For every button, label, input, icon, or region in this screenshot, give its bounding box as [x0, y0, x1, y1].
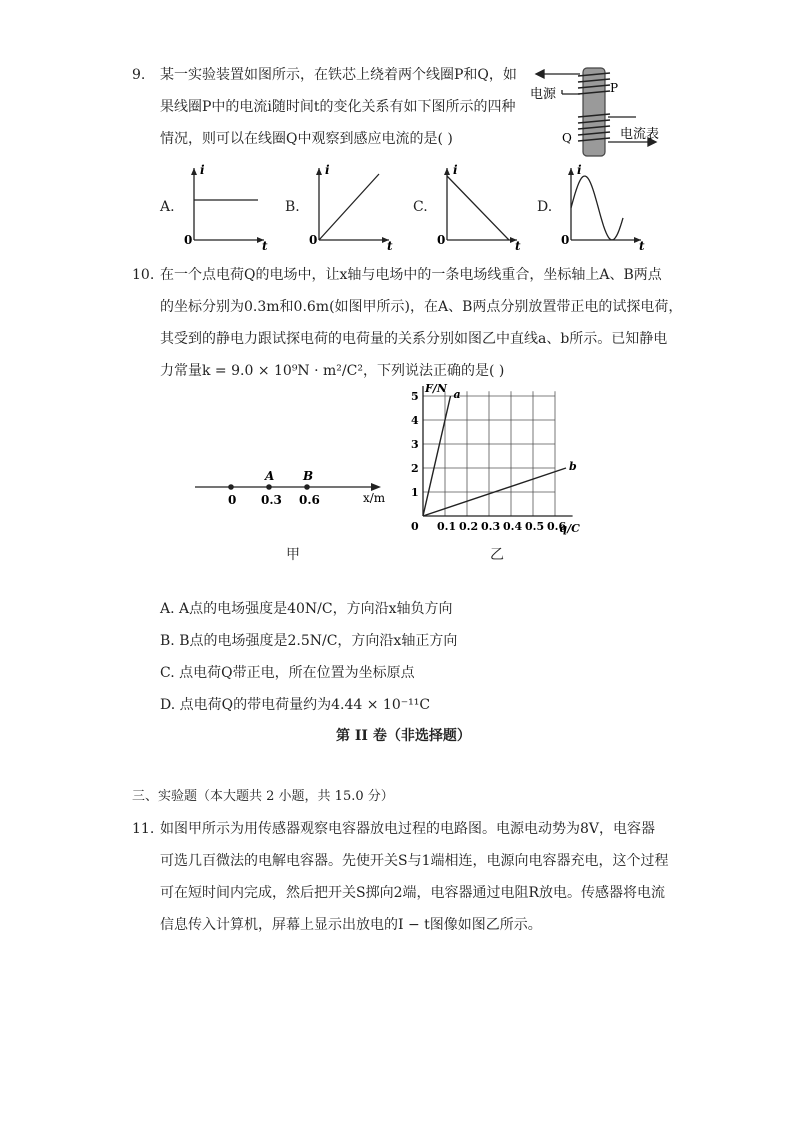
current-curve: [319, 174, 379, 240]
x-axis-label: x/m: [363, 491, 386, 505]
x-tick-label: 0.1: [437, 520, 457, 533]
q9-option-a-graph: [182, 160, 292, 250]
origin-label: 0: [309, 233, 318, 247]
section3-title: 三、实验题（本大题共 2 小题，共 15.0 分）: [132, 789, 394, 804]
q9-line-3: 情况，则可以在线圈Q中观察到感应电流的是( ): [160, 131, 453, 147]
q10-option-b: B. B点的电场强度是2.5N/C，方向沿x轴正方向: [160, 633, 458, 649]
figure-jia: [195, 460, 395, 510]
q11-line-4: 信息传入计算机，屏幕上显示出放电的I − t图像如图乙所示。: [160, 917, 542, 933]
y-axis-label: i: [200, 163, 205, 177]
y-axis-arrow: [316, 168, 322, 175]
q9-line-1: 某一实验装置如图所示，在铁芯上绕着两个线圈P和Q，如: [160, 67, 517, 83]
caption-yi: 乙: [490, 547, 504, 563]
part2-title: 第 II 卷（非选择题）: [336, 728, 471, 744]
current-curve: [447, 176, 509, 240]
q-label: Q: [562, 131, 572, 145]
q11-line-3: 可在短时间内完成，然后把开关S掷向2端，电容器通过电阻R放电。传感器将电流: [160, 885, 666, 901]
q11-line-2: 可选几百微法的电解电容器。先使开关S与1端相连，电源向电容器充电，这个过程: [160, 853, 669, 869]
q10-number: 10.: [132, 267, 155, 283]
point-label-B: B: [303, 469, 314, 483]
q9-option-d-graph: [559, 160, 669, 250]
y-axis-label: F/N: [425, 382, 447, 395]
q11-number: 11.: [132, 821, 155, 837]
q10-line-4: 力常量k = 9.0 × 10⁹N · m²/C²，下列说法正确的是( ): [160, 363, 505, 379]
x-tick-label: 0.2: [459, 520, 479, 533]
point-label-A: A: [265, 469, 275, 483]
current-curve: [571, 176, 623, 240]
y-axis-arrow: [444, 168, 450, 175]
y-tick-label: 2: [411, 462, 419, 475]
ammeter-label: 电流表: [620, 127, 660, 142]
q10-option-c: C. 点电荷Q带正电，所在位置为坐标原点: [160, 665, 415, 681]
q10-line-3: 其受到的静电力跟试探电荷的电荷量的关系分别如图乙中直线a、b所示。已知静电: [160, 331, 668, 347]
point-origin: [228, 484, 234, 490]
x-axis-arrow: [371, 483, 381, 491]
q9-option-a-letter: A.: [160, 199, 175, 215]
origin-label: 0: [184, 233, 193, 247]
point-B: [304, 484, 310, 490]
q10-line-2: 的坐标分别为0.3m和0.6m(如图甲所示)，在A、B两点分别放置带正电的试探电荷，: [160, 299, 683, 315]
q9-number: 9.: [132, 67, 146, 83]
y-axis-label: i: [577, 163, 582, 177]
y-axis-arrow: [568, 168, 574, 175]
point-A: [266, 484, 272, 490]
coil-figure: [528, 62, 668, 162]
q10-option-a: A. A点的电场强度是40N/C，方向沿x轴负方向: [160, 601, 453, 617]
x-axis-label: t: [639, 239, 645, 250]
y-tick-label: 1: [411, 486, 419, 499]
point-value: 0.3: [261, 493, 282, 507]
x-axis-label: t: [515, 239, 521, 250]
x-tick-label: 0.4: [503, 520, 523, 533]
figure-yi-chart: [405, 382, 605, 542]
y-axis-label: i: [325, 163, 330, 177]
point-value: 0.6: [299, 493, 320, 507]
x-axis-label: t: [262, 239, 268, 250]
x-axis-label: q/C: [559, 522, 580, 535]
p-label: P: [610, 81, 619, 95]
y-tick-label: 4: [411, 414, 419, 427]
q9-option-d-letter: D.: [537, 199, 553, 215]
origin-label: 0: [561, 233, 570, 247]
q11-line-1: 如图甲所示为用传感器观察电容器放电过程的电路图。电源电动势为8V，电容器: [160, 821, 656, 837]
q10-option-d: D. 点电荷Q的带电荷量约为4.44 × 10⁻¹¹C: [160, 697, 431, 713]
q9-option-b-letter: B.: [285, 199, 300, 215]
x-tick-label: 0.3: [481, 520, 501, 533]
q9-line-2: 果线圈P中的电流i随时间t的变化关系有如下图所示的四种: [160, 99, 516, 115]
x-tick-label: 0.5: [525, 520, 545, 533]
x-axis-label: t: [387, 239, 393, 250]
series-label-a: a: [453, 388, 461, 401]
caption-jia: 甲: [286, 547, 300, 563]
q9-option-c-graph: [435, 160, 545, 250]
y-tick-label: 5: [411, 390, 419, 403]
x-tick-label: 0.6: [547, 520, 567, 533]
power-label: 电源: [530, 87, 557, 102]
series-line-a: [423, 396, 451, 516]
y-axis-label: i: [453, 163, 458, 177]
y-axis-arrow: [191, 168, 197, 175]
origin-label: 0: [437, 233, 446, 247]
point-value: 0: [228, 493, 237, 507]
q10-line-1: 在一个点电荷Q的电场中，让x轴与电场中的一条电场线重合，坐标轴上A、B两点: [160, 267, 662, 283]
q9-option-c-letter: C.: [413, 199, 428, 215]
y-tick-label: 3: [411, 438, 419, 451]
origin-label: 0: [411, 520, 419, 533]
q9-option-b-graph: [307, 160, 417, 250]
series-label-b: b: [569, 460, 577, 473]
